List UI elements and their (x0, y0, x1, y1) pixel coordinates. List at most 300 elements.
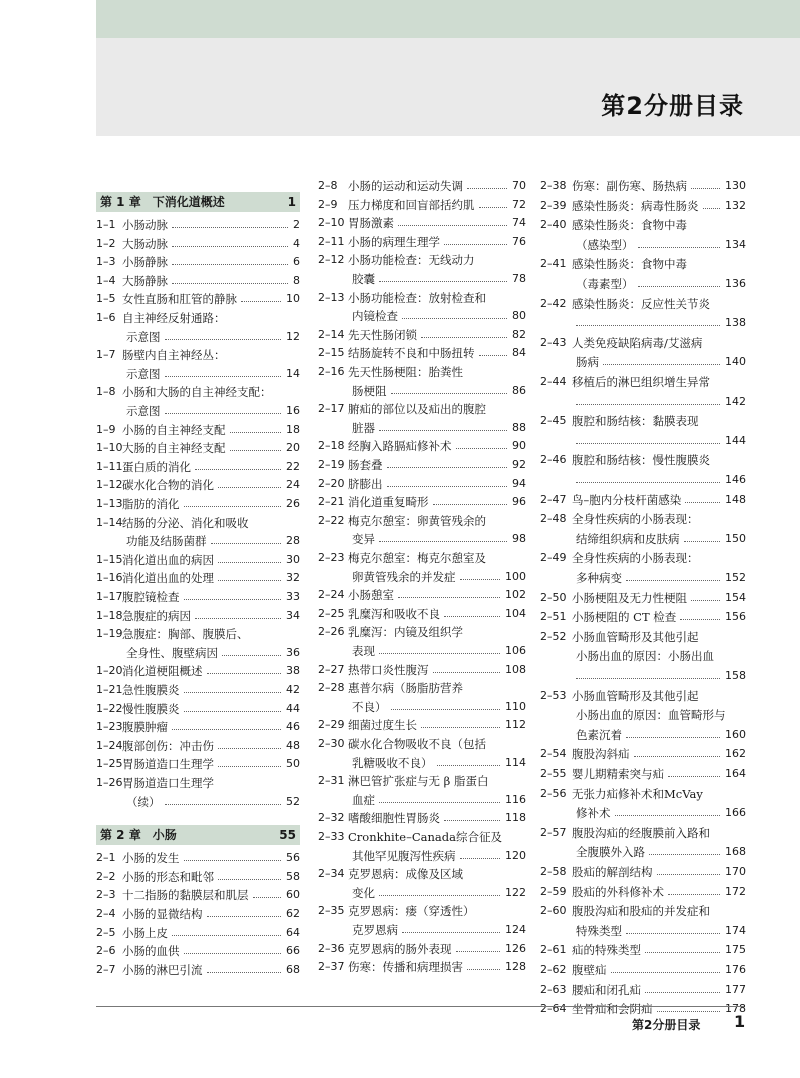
toc-entry-continuation[interactable] (540, 314, 746, 332)
toc-entry[interactable] (318, 512, 526, 530)
entry-title: 克罗恩病的肠外表现 (348, 941, 452, 956)
entry-page: 80 (510, 307, 526, 325)
entry-page: 106 (503, 642, 526, 660)
dot-leader (645, 952, 720, 953)
entry-title: 腹部创伤：冲击伤 (122, 738, 214, 753)
footer-rule (96, 1006, 744, 1007)
entry-title: 小肠梗阻的 CT 检查 (572, 610, 677, 625)
entry-page: 94 (510, 475, 526, 493)
toc-entry[interactable] (96, 681, 300, 699)
toc-entry[interactable] (540, 765, 746, 783)
entry-title: 热带口炎性腹泻 (348, 662, 429, 677)
toc-entry[interactable] (96, 961, 300, 979)
entry-page: 60 (284, 886, 300, 904)
toc-entry-continuation[interactable] (540, 569, 746, 587)
toc-entry[interactable] (96, 868, 300, 886)
toc-entry-continuation[interactable] (540, 530, 746, 548)
entry-page: 154 (723, 589, 746, 607)
dot-leader (207, 916, 281, 917)
toc-entry[interactable] (96, 718, 300, 736)
entry-page: 177 (723, 981, 746, 999)
entry-page: 114 (503, 754, 526, 772)
dot-leader (253, 897, 281, 898)
dot-leader (184, 953, 281, 954)
toc-entry[interactable] (96, 514, 300, 532)
toc-entry-continuation[interactable] (318, 382, 526, 400)
dot-leader (379, 895, 500, 896)
toc-entry[interactable] (96, 495, 300, 513)
entry-title: 小肠的显微结构 (122, 907, 203, 921)
entry-title: 腹腔镜检查 (122, 590, 180, 604)
entry-title: 感染性肠炎：反应性关节炎 (572, 296, 710, 311)
entry-number: 1–15 (96, 552, 123, 566)
toc-entry[interactable] (540, 883, 746, 901)
toc-entry-continuation[interactable] (540, 706, 746, 724)
toc-entry[interactable] (318, 679, 526, 697)
toc-entry-continuation[interactable] (540, 393, 746, 411)
toc-entry[interactable] (540, 902, 746, 920)
dot-leader (172, 283, 288, 284)
toc-entry[interactable] (318, 772, 526, 790)
dot-leader (230, 450, 281, 451)
entry-number: 2–64 (540, 1002, 567, 1016)
toc-entry-continuation[interactable] (318, 530, 526, 548)
dot-leader (657, 874, 720, 875)
toc-entry[interactable] (318, 623, 526, 641)
toc-entry[interactable] (96, 421, 300, 439)
entry-number: 2–43 (540, 335, 567, 349)
entry-title: 内镜检查 (352, 309, 398, 324)
entry-page: 104 (503, 605, 526, 623)
entry-number: 2–8 (318, 179, 338, 192)
toc-entry[interactable] (96, 774, 300, 792)
entry-title: 蛋白质的消化 (122, 459, 191, 474)
entry-page: 8 (291, 272, 300, 290)
entry-title: 小肠功能检查：无线动力 (348, 253, 475, 268)
toc-entry[interactable] (96, 216, 300, 234)
toc-entry[interactable] (318, 828, 526, 846)
page-number: 1 (734, 1012, 746, 1031)
toc-entry-continuation[interactable] (540, 275, 746, 293)
entry-title: 碳水化合物吸收不良（包括 (348, 737, 486, 751)
toc-entry[interactable] (318, 233, 526, 251)
entry-page: 44 (284, 700, 300, 718)
toc-entry[interactable] (96, 458, 300, 476)
toc-entry[interactable] (540, 981, 746, 999)
toc-entry-continuation[interactable] (318, 791, 526, 809)
entry-number: 2–5 (96, 925, 116, 939)
toc-entry[interactable] (540, 589, 746, 607)
dot-leader (421, 727, 500, 728)
entry-number: 2–40 (540, 218, 567, 232)
entry-page: 30 (284, 551, 300, 569)
entry-title: 小肠和大肠的自主神经支配： (122, 385, 272, 400)
entry-number: 1–3 (96, 255, 116, 269)
toc-entry[interactable] (318, 437, 526, 455)
entry-number: 2–14 (318, 327, 345, 341)
entry-title: 消化道出血的病因 (122, 552, 214, 567)
page-title: 第2分册目录 (601, 92, 744, 120)
entry-title: 克罗恩病：瘘（穿透性） (348, 904, 475, 919)
toc-entry-continuation[interactable] (318, 568, 526, 586)
dot-leader (479, 207, 507, 208)
chapter-title: 第 2 章 小肠 (100, 828, 177, 843)
toc-entry[interactable] (96, 272, 300, 290)
toc-entry[interactable] (96, 569, 300, 587)
toc-entry[interactable] (540, 177, 746, 195)
toc-entry[interactable] (540, 334, 746, 352)
entry-number: 2–33 (318, 830, 345, 843)
toc-entry[interactable] (318, 344, 526, 362)
entry-page: 22 (284, 458, 300, 476)
dot-leader (184, 599, 281, 600)
dot-leader (387, 486, 507, 487)
entry-title: 小肠梗阻及无力性梗阻 (572, 590, 687, 605)
entry-title: 腹股沟疝和股疝的并发症和 (572, 904, 710, 919)
entry-page: 136 (723, 275, 746, 293)
entry-title: 脏器 (352, 420, 375, 435)
toc-entry[interactable] (318, 326, 526, 344)
toc-entry[interactable] (318, 289, 526, 307)
dot-leader (398, 597, 500, 598)
toc-entry[interactable] (540, 824, 746, 842)
dot-leader (184, 692, 281, 693)
entry-title: 经胸入路膈疝修补术 (348, 439, 452, 454)
entry-title: 小肠血管畸形及其他引起 (572, 629, 699, 644)
toc-entry[interactable] (96, 886, 300, 904)
entry-page: 162 (723, 745, 746, 763)
toc-entry-continuation[interactable] (96, 328, 300, 346)
dot-leader (218, 879, 281, 880)
entry-title: 小肠出血的原因：血管畸形与 (576, 708, 726, 723)
toc-entry[interactable] (318, 902, 526, 920)
dot-leader (460, 858, 500, 859)
entry-page: 142 (723, 393, 746, 411)
dot-leader (218, 580, 281, 581)
toc-entry[interactable] (540, 961, 746, 979)
dot-leader (645, 992, 720, 993)
toc-entry[interactable] (96, 383, 300, 401)
toc-entry[interactable] (318, 177, 526, 195)
entry-title: 胃肠道造口生理学 (122, 757, 214, 772)
entry-page: 72 (510, 196, 526, 214)
toc-entry[interactable] (96, 439, 300, 457)
toc-entry[interactable] (96, 607, 300, 625)
entry-number: 2–4 (96, 907, 116, 920)
toc-entry-continuation[interactable] (318, 884, 526, 902)
dot-leader (207, 673, 281, 674)
entry-page: 108 (503, 661, 526, 679)
entry-page: 36 (284, 644, 300, 662)
entry-number: 2–44 (540, 375, 567, 388)
header-accent-bar (96, 0, 800, 38)
entry-title: 惠普尔病（肠脂肪营养 (348, 681, 463, 696)
toc-entry[interactable] (318, 716, 526, 734)
toc-entry-continuation[interactable] (540, 726, 746, 744)
entry-number: 2–11 (318, 234, 345, 248)
toc-entry[interactable] (540, 863, 746, 881)
entry-title: 小肠血管畸形及其他引起 (572, 688, 699, 703)
toc-entry-continuation[interactable] (318, 698, 526, 716)
toc-entry-continuation[interactable] (96, 365, 300, 383)
entry-title: 梅克尔憩室：梅克尔憩室及 (348, 551, 486, 565)
toc-entry-continuation[interactable] (540, 843, 746, 861)
entry-number: 1–21 (96, 683, 123, 696)
toc-entry-continuation[interactable] (318, 921, 526, 939)
entry-number: 2–41 (540, 257, 567, 271)
toc-entry[interactable] (318, 958, 526, 976)
entry-title: 碳水化合物的消化 (122, 478, 214, 493)
entry-number: 2–63 (540, 982, 567, 996)
toc-entry[interactable] (96, 662, 300, 680)
entry-page: 166 (723, 804, 746, 822)
entry-number: 2–53 (540, 688, 567, 702)
toc-entry[interactable] (318, 605, 526, 623)
toc-entry-continuation[interactable] (540, 922, 746, 940)
entry-title: 示意图 (126, 404, 161, 418)
toc-entry[interactable] (540, 745, 746, 763)
entry-page: 176 (723, 961, 746, 979)
chapter-page: 55 (279, 828, 296, 843)
entry-title: 伤寒：传播和病理损害 (348, 960, 463, 975)
dot-leader (691, 188, 720, 189)
entry-page: 46 (284, 718, 300, 736)
entry-title: 先天性肠梗阻：胎粪性 (348, 365, 463, 379)
dot-leader (634, 756, 720, 757)
dot-leader (626, 737, 720, 738)
entry-title: 胃肠道造口生理学 (122, 776, 214, 790)
entry-page: 175 (723, 941, 746, 959)
entry-title: 腰疝和闭孔疝 (572, 982, 641, 997)
toc-entry[interactable] (540, 412, 746, 430)
toc-entry[interactable] (318, 493, 526, 511)
entry-page: 74 (510, 214, 526, 232)
entry-page: 174 (723, 922, 746, 940)
toc-entry[interactable] (540, 687, 746, 705)
dot-leader (379, 430, 507, 431)
entry-number: 1–17 (96, 590, 123, 603)
entry-title: 感染性肠炎：病毒性肠炎 (572, 198, 699, 213)
entry-title: 卵黄管残余的并发症 (352, 569, 456, 584)
entry-title: 坐骨疝和会阴疝 (572, 1002, 653, 1017)
toc-entry-continuation[interactable] (96, 793, 300, 811)
dot-leader (479, 355, 507, 356)
entry-number: 2–23 (318, 551, 345, 564)
toc-entry[interactable] (540, 255, 746, 273)
entry-number: 2–38 (540, 179, 567, 192)
toc-entry[interactable] (96, 253, 300, 271)
dot-leader (398, 225, 507, 226)
entry-page: 68 (284, 961, 300, 979)
entry-number: 2–26 (318, 625, 345, 639)
entry-number: 1–2 (96, 236, 116, 250)
toc-entry-continuation[interactable] (318, 270, 526, 288)
entry-title: 自主神经反射通路： (122, 311, 226, 325)
entry-title: 急腹症的病因 (122, 608, 191, 623)
toc-entry-continuation[interactable] (540, 667, 746, 685)
entry-page: 70 (510, 177, 526, 195)
toc-entry-continuation[interactable] (96, 532, 300, 550)
entry-page: 134 (723, 236, 746, 254)
toc-entry[interactable] (96, 905, 300, 923)
entry-number: 2–49 (540, 551, 567, 565)
toc-entry[interactable] (540, 451, 746, 469)
entry-title: 先天性肠闭锁 (348, 327, 417, 342)
toc-entry[interactable] (96, 290, 300, 308)
toc-entry[interactable] (318, 196, 526, 214)
entry-title: 结缔组织病和皮肤病 (576, 531, 680, 546)
entry-title: 大肠动脉 (122, 236, 168, 251)
dot-leader (615, 815, 720, 816)
toc-entry[interactable] (540, 373, 746, 391)
toc-entry[interactable] (96, 849, 300, 867)
toc-entry[interactable] (540, 785, 746, 803)
toc-entry[interactable] (318, 475, 526, 493)
toc-entry-continuation[interactable] (540, 647, 746, 665)
toc-entry[interactable] (96, 737, 300, 755)
entry-number: 2–28 (318, 681, 345, 695)
dot-leader (207, 972, 281, 973)
entry-number: 2–36 (318, 941, 345, 955)
entry-page: 160 (723, 726, 746, 744)
dot-leader (460, 579, 500, 580)
toc-entry[interactable] (96, 755, 300, 773)
entry-page: 178 (723, 1000, 746, 1018)
entry-title: 示意图 (126, 366, 161, 381)
entry-title: 胶囊 (352, 272, 375, 286)
entry-title: 小肠动脉 (122, 218, 168, 232)
dot-leader (172, 246, 288, 247)
dot-leader (172, 935, 281, 936)
entry-title: 细菌过度生长 (348, 718, 417, 733)
entry-page: 164 (723, 765, 746, 783)
entry-page: 150 (723, 530, 746, 548)
entry-number: 2–32 (318, 811, 345, 825)
toc-entry-continuation[interactable] (318, 419, 526, 437)
entry-number: 2–45 (540, 414, 567, 428)
entry-page: 48 (284, 737, 300, 755)
entry-page: 140 (723, 353, 746, 371)
entry-title: 小肠上皮 (122, 925, 168, 940)
toc-entry[interactable] (96, 551, 300, 569)
entry-page: 33 (284, 588, 300, 606)
entry-page: 132 (723, 197, 746, 215)
toc-entry[interactable] (96, 309, 300, 327)
toc-entry[interactable] (318, 661, 526, 679)
entry-number: 2–47 (540, 492, 567, 506)
toc-entry[interactable] (96, 924, 300, 942)
toc-entry[interactable] (540, 941, 746, 959)
toc-entry[interactable] (96, 942, 300, 960)
entry-number: 1–24 (96, 738, 123, 752)
toc-entry-continuation[interactable] (318, 847, 526, 865)
entry-title: 疝的特殊类型 (572, 943, 641, 958)
dot-leader (402, 932, 500, 933)
entry-number: 1–18 (96, 608, 123, 622)
entry-title: 腹膜肿瘤 (122, 720, 168, 735)
toc-entry[interactable] (540, 510, 746, 528)
toc-entry[interactable] (96, 476, 300, 494)
dot-leader (456, 951, 500, 952)
dot-leader (218, 748, 281, 749)
entry-number: 1–10 (96, 441, 123, 455)
toc-entry[interactable] (96, 346, 300, 364)
toc-entry[interactable] (318, 251, 526, 269)
toc-entry-continuation[interactable] (318, 754, 526, 772)
entry-title: 股疝的外科修补术 (572, 884, 664, 899)
entry-number: 1–12 (96, 478, 123, 492)
toc-entry-continuation[interactable] (540, 353, 746, 371)
toc-entry[interactable] (540, 491, 746, 509)
entry-page: 100 (503, 568, 526, 586)
toc-entry[interactable] (96, 625, 300, 643)
toc-entry[interactable] (318, 865, 526, 883)
entry-number: 2–59 (540, 884, 567, 898)
toc-entry-continuation[interactable] (540, 804, 746, 822)
entry-title: 股疝的解剖结构 (572, 865, 653, 879)
entry-number: 2–58 (540, 865, 567, 878)
toc-entry-continuation[interactable] (318, 642, 526, 660)
entry-page: 122 (503, 884, 526, 902)
toc-entry[interactable] (318, 363, 526, 381)
entry-page: 6 (291, 253, 300, 271)
toc-entry[interactable] (540, 216, 746, 234)
entry-title: 乳糖吸收不良） (352, 755, 433, 770)
entry-number: 1–5 (96, 292, 116, 306)
entry-number: 2–34 (318, 867, 345, 881)
entry-page: 76 (510, 233, 526, 251)
entry-number: 2–25 (318, 606, 345, 620)
toc-entry[interactable] (318, 400, 526, 418)
entry-title: 腑疝的部位以及疝出的腹腔 (348, 402, 486, 417)
toc-entry[interactable] (96, 235, 300, 253)
toc-entry[interactable] (318, 549, 526, 567)
entry-title: 变异 (352, 532, 375, 547)
entry-page: 32 (284, 569, 300, 587)
entry-page: 10 (284, 290, 300, 308)
entry-number: 2–7 (96, 962, 116, 976)
toc-entry[interactable] (318, 940, 526, 958)
toc-entry-continuation[interactable] (540, 471, 746, 489)
toc-entry[interactable] (96, 588, 300, 606)
entry-title: 小肠的运动和运动失调 (348, 179, 463, 193)
toc-entry[interactable] (540, 549, 746, 567)
toc-entry[interactable] (318, 456, 526, 474)
toc-entry[interactable] (318, 214, 526, 232)
toc-entry-continuation[interactable] (96, 402, 300, 420)
entry-number: 1–7 (96, 348, 116, 362)
toc-entry[interactable] (318, 735, 526, 753)
entry-page: 86 (510, 382, 526, 400)
toc-entry-continuation[interactable] (96, 644, 300, 662)
toc-entry[interactable] (540, 608, 746, 626)
toc-entry[interactable] (318, 586, 526, 604)
toc-entry[interactable] (540, 295, 746, 313)
entry-number: 2–55 (540, 767, 567, 780)
toc-entry-continuation[interactable] (540, 236, 746, 254)
toc-entry[interactable] (540, 197, 746, 215)
entry-number: 2–60 (540, 904, 567, 918)
dot-leader (391, 393, 507, 394)
entry-number: 1–9 (96, 422, 116, 436)
entry-title: 脂肪的消化 (122, 497, 180, 511)
toc-entry-continuation[interactable] (318, 307, 526, 325)
toc-entry-continuation[interactable] (540, 432, 746, 450)
toc-entry[interactable] (540, 628, 746, 646)
toc-entry[interactable] (318, 809, 526, 827)
toc-entry[interactable] (96, 700, 300, 718)
entry-page: 156 (723, 608, 746, 626)
